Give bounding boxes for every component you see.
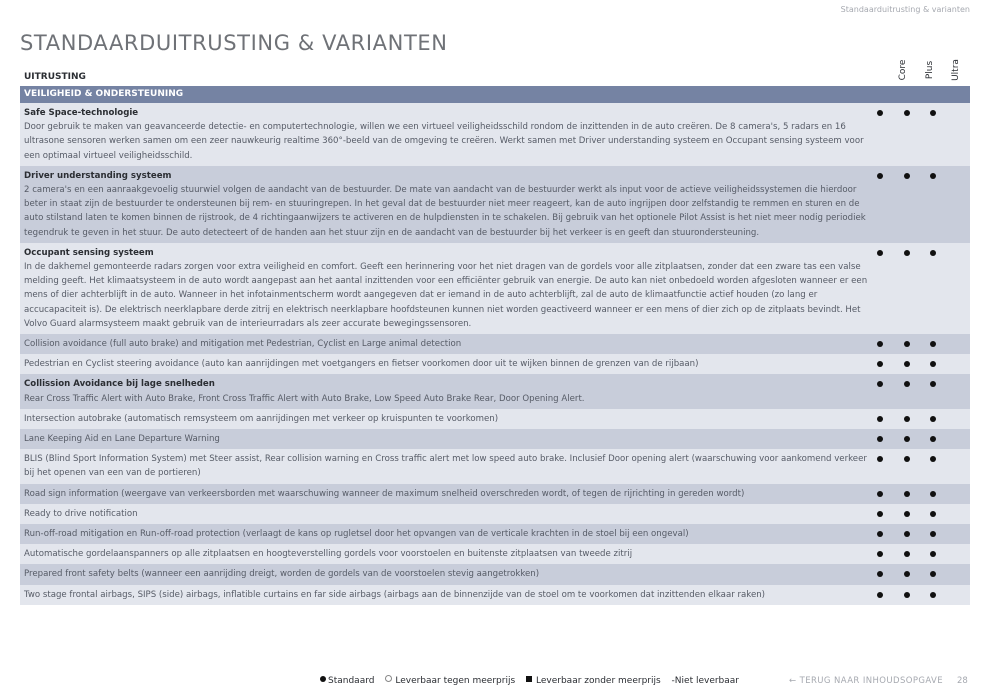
availability-marks (870, 452, 970, 466)
standard-dot-icon (904, 436, 910, 442)
standard-dot-icon (904, 511, 910, 517)
variant-header-core (896, 56, 910, 84)
row-description: Road sign information (weergave van verkeersborden met waarschuwing wanneer de maximum snelheid overschreden wordt, of tegen de rijrichting in gereden wordt) (24, 488, 745, 499)
standard-dot-icon (904, 361, 910, 367)
variant-header-plus (923, 56, 937, 84)
row-description: BLIS (Blind Sport Information System) met Steer assist, Rear collision warning en Cross traffic alert met low speed auto brake. Inclusief Door opening alert (waarschuwing voor aankomend verkeer bij het openen van een van de portieren) (24, 454, 867, 479)
availability-marks (870, 337, 970, 351)
standard-dot-icon (877, 361, 883, 367)
standard-dot-icon (877, 592, 883, 598)
table-row (20, 103, 970, 166)
table-body (20, 103, 970, 605)
standard-dot-icon (904, 110, 910, 116)
standard-dot-icon (877, 173, 883, 179)
standard-dot-icon (930, 173, 936, 179)
standard-dot-icon (904, 173, 910, 179)
legend (320, 675, 747, 686)
column-label-uitrusting: UITRUSTING (24, 72, 86, 82)
standard-dot-icon (877, 250, 883, 256)
standard-dot-icon (904, 416, 910, 422)
availability-marks (870, 588, 970, 602)
back-to-contents-link[interactable]: ← TERUG NAAR INHOUDSOPGAVE (789, 676, 944, 686)
legend-label: Leverbaar zonder meerprijs (536, 676, 661, 686)
standard-dot-icon (930, 361, 936, 367)
standard-dot-icon (877, 456, 883, 462)
row-description: Run-off-road mitigation en Run-off-road protection (verlaagt de kans op rugletsel door het opvangen van de verticale krachten in de stoel bij een ongeval) (24, 529, 689, 540)
standard-dot-icon (930, 341, 936, 347)
standard-dot-icon (877, 436, 883, 442)
row-description: Pedestrian en Cyclist steering avoidance (auto kan aanrijdingen met voetgangers en fietser voorkomen door uit te wijken binnen de grenzen van de rijbaan) (24, 359, 699, 370)
table-row (20, 585, 970, 605)
row-description: Lane Keeping Aid en Lane Departure Warning (24, 434, 220, 445)
row-description: Door gebruik te maken van geavanceerde detectie- en computertechnologie, willen we een virtueel veiligheidsschild rondom de inzittenden in de auto creëren. De 8 camera's, 5 radars en 16 ultrasone sensoren werken samen om een zeer nauwkeurig realtime 360°-beeld van de omgeving te creëren. Werkt samen met Driver understanding systeem en Occupant sensing systeem voor een optimaal virtueel veiligheidsschild. (24, 122, 864, 161)
availability-marks (870, 507, 970, 521)
standard-dot-icon (877, 381, 883, 387)
filled-square-icon (526, 676, 532, 682)
standard-dot-icon (877, 110, 883, 116)
standard-dot-icon (904, 551, 910, 557)
standard-dot-icon (930, 416, 936, 422)
row-title: Safe Space-technologie (24, 108, 139, 118)
standard-dot-icon (904, 250, 910, 256)
standard-dot-icon (930, 456, 936, 462)
page-number: 28 (957, 676, 968, 686)
availability-marks (870, 377, 970, 391)
standard-dot-icon (877, 491, 883, 497)
row-description: Rear Cross Traffic Alert with Auto Brake, Front Cross Traffic Alert with Auto Brake, Low Speed Auto Brake Rear, Door Opening Alert. (24, 393, 585, 404)
standard-dot-icon (877, 341, 883, 347)
legend-label: Standaard (328, 676, 375, 686)
standard-dot-icon (930, 551, 936, 557)
standard-dot-icon (930, 491, 936, 497)
page-title: STANDAARDUITRUSTING & VARIANTEN (20, 31, 448, 55)
table-row (20, 524, 970, 544)
legend-standaard (320, 676, 374, 686)
standard-dot-icon (904, 531, 910, 537)
standard-dot-icon (930, 531, 936, 537)
standard-dot-icon (904, 456, 910, 462)
standard-dot-icon (904, 341, 910, 347)
running-head: Standaarduitrusting & varianten (840, 5, 970, 14)
standard-dot-icon (877, 531, 883, 537)
equipment-table (20, 86, 970, 605)
variant-label: Core (898, 59, 908, 81)
availability-marks (870, 246, 970, 260)
standard-dot-icon (904, 381, 910, 387)
table-row (20, 243, 970, 334)
availability-marks (870, 412, 970, 426)
legend-label: Leverbaar tegen meerprijs (395, 676, 516, 686)
table-row (20, 409, 970, 429)
standard-dot-icon (877, 551, 883, 557)
availability-marks (870, 357, 970, 371)
row-description: Prepared front safety belts (wanneer een aanrijding dreigt, worden de gordels van de voorstoelen stevig aangetrokken) (24, 569, 540, 580)
standard-dot-icon (877, 416, 883, 422)
row-title: Occupant sensing systeem (24, 247, 154, 258)
row-description: Intersection autobrake (automatisch remsysteem om aanrijdingen met verkeer op kruispunten te voorkomen) (24, 413, 499, 424)
standard-dot-icon (877, 511, 883, 517)
standard-dot-icon (930, 381, 936, 387)
filled-dot-icon (320, 676, 326, 682)
row-description: In de dakhemel gemonteerde radars zorgen voor extra veiligheid en comfort. Geeft een herinnering voor het niet dragen van de gordels voor alle zitplaatsen, zonder dat een zware tas een valse melding geeft. Het klimaatsysteem in de auto wordt aangepast aan het aantal inzittenden voor een efficiënter gebruik van energie. De auto kan niet onbedoeld worden afgesloten wanneer er een mens of dier achterblijft in de auto. Wanneer in het infotainmentscherm wordt aangegeven dat er iemand in de auto achterblijft, zal de auto de klimaatfunctie actief houden (zo lang er accucapaciteit is). De elektrisch neerklapbare derde zitrij en elektrisch neerklapbare hoofdsteunen kunnen niet worden geactiveerd wanneer er een mens of dier zich op de zitplaats bevindt. Het Volvo Guard alarmsysteem maakt gebruik van de interieurradars als zeer accurate bewegingssensoren. (24, 262, 868, 329)
table-row (20, 564, 970, 584)
table-row (20, 354, 970, 374)
table-row (20, 504, 970, 524)
availability-marks (870, 567, 970, 581)
row-title: Collission Avoidance bij lage snelheden (24, 379, 215, 390)
row-description: Ready to drive notification (24, 508, 138, 519)
row-description: 2 camera's en een aanraakgevoelig stuurwiel volgen de aandacht van de bestuurder. De mate van aandacht van de bestuurder werkt als input voor de actieve veiligheidssystemen die hierdoor beter in staat zijn de bestuurder te ondersteunen bij rem- en stuuringrepen. In het geval dat de bestuurder niet meer reageert, kan de auto ingrijpen door zelfstandig te remmen en sturen en de auto stilstand laten te komen binnen de rijstrook, de 4 richtingaanwijzers te activeren en de hulpdiensten in te schakelen. Bij gebruik van het optionele Pilot Assist is het niet meer nodig periodiek tegendruk te geven in het stuur. De auto detecteert of de handen aan het stuur zijn en de aandacht van de bestuurder bij het verkeer is en geeft dan stuurondersteuning. (24, 185, 866, 238)
availability-marks (870, 106, 970, 120)
standard-dot-icon (930, 436, 936, 442)
table-row (20, 166, 970, 243)
variant-header-ultra (949, 56, 963, 84)
standard-dot-icon (877, 571, 883, 577)
standard-dot-icon (930, 110, 936, 116)
table-row (20, 449, 970, 483)
standard-dot-icon (930, 511, 936, 517)
table-row (20, 544, 970, 564)
variant-label: Ultra (951, 59, 961, 81)
availability-marks (870, 432, 970, 446)
availability-marks (870, 527, 970, 541)
open-circle-icon (385, 675, 392, 682)
row-description: Automatische gordelaanspanners op alle zitplaatsen en hoogteverstelling gordels voor voorstoelen en buitenste zitplaatsen van tweede zitrij (24, 549, 633, 560)
legend-zonder-meerprijs (526, 676, 661, 686)
row-description: Collision avoidance (full auto brake) and mitigation met Pedestrian, Cyclist en Large animal detection (24, 339, 462, 350)
row-description: Two stage frontal airbags, SIPS (side) airbags, inflatible curtains en far side airbags (airbags aan de binnenzijde van de stoel om te voorkomen dat inzittenden elkaar raken) (24, 589, 766, 600)
table-row (20, 374, 970, 408)
legend-label: -Niet leverbaar (671, 676, 739, 686)
standard-dot-icon (904, 491, 910, 497)
variant-label: Plus (925, 60, 935, 80)
row-title: Driver understanding systeem (24, 170, 172, 181)
standard-dot-icon (904, 571, 910, 577)
standard-dot-icon (904, 592, 910, 598)
section-header: VEILIGHEID & ONDERSTEUNING (20, 86, 970, 103)
legend-meerprijs (385, 675, 515, 686)
table-row (20, 334, 970, 354)
legend-niet-leverbaar (672, 676, 739, 686)
table-row (20, 484, 970, 504)
availability-marks (870, 487, 970, 501)
standard-dot-icon (930, 250, 936, 256)
table-row (20, 429, 970, 449)
standard-dot-icon (930, 592, 936, 598)
availability-marks (870, 169, 970, 183)
availability-marks (870, 547, 970, 561)
standard-dot-icon (930, 571, 936, 577)
